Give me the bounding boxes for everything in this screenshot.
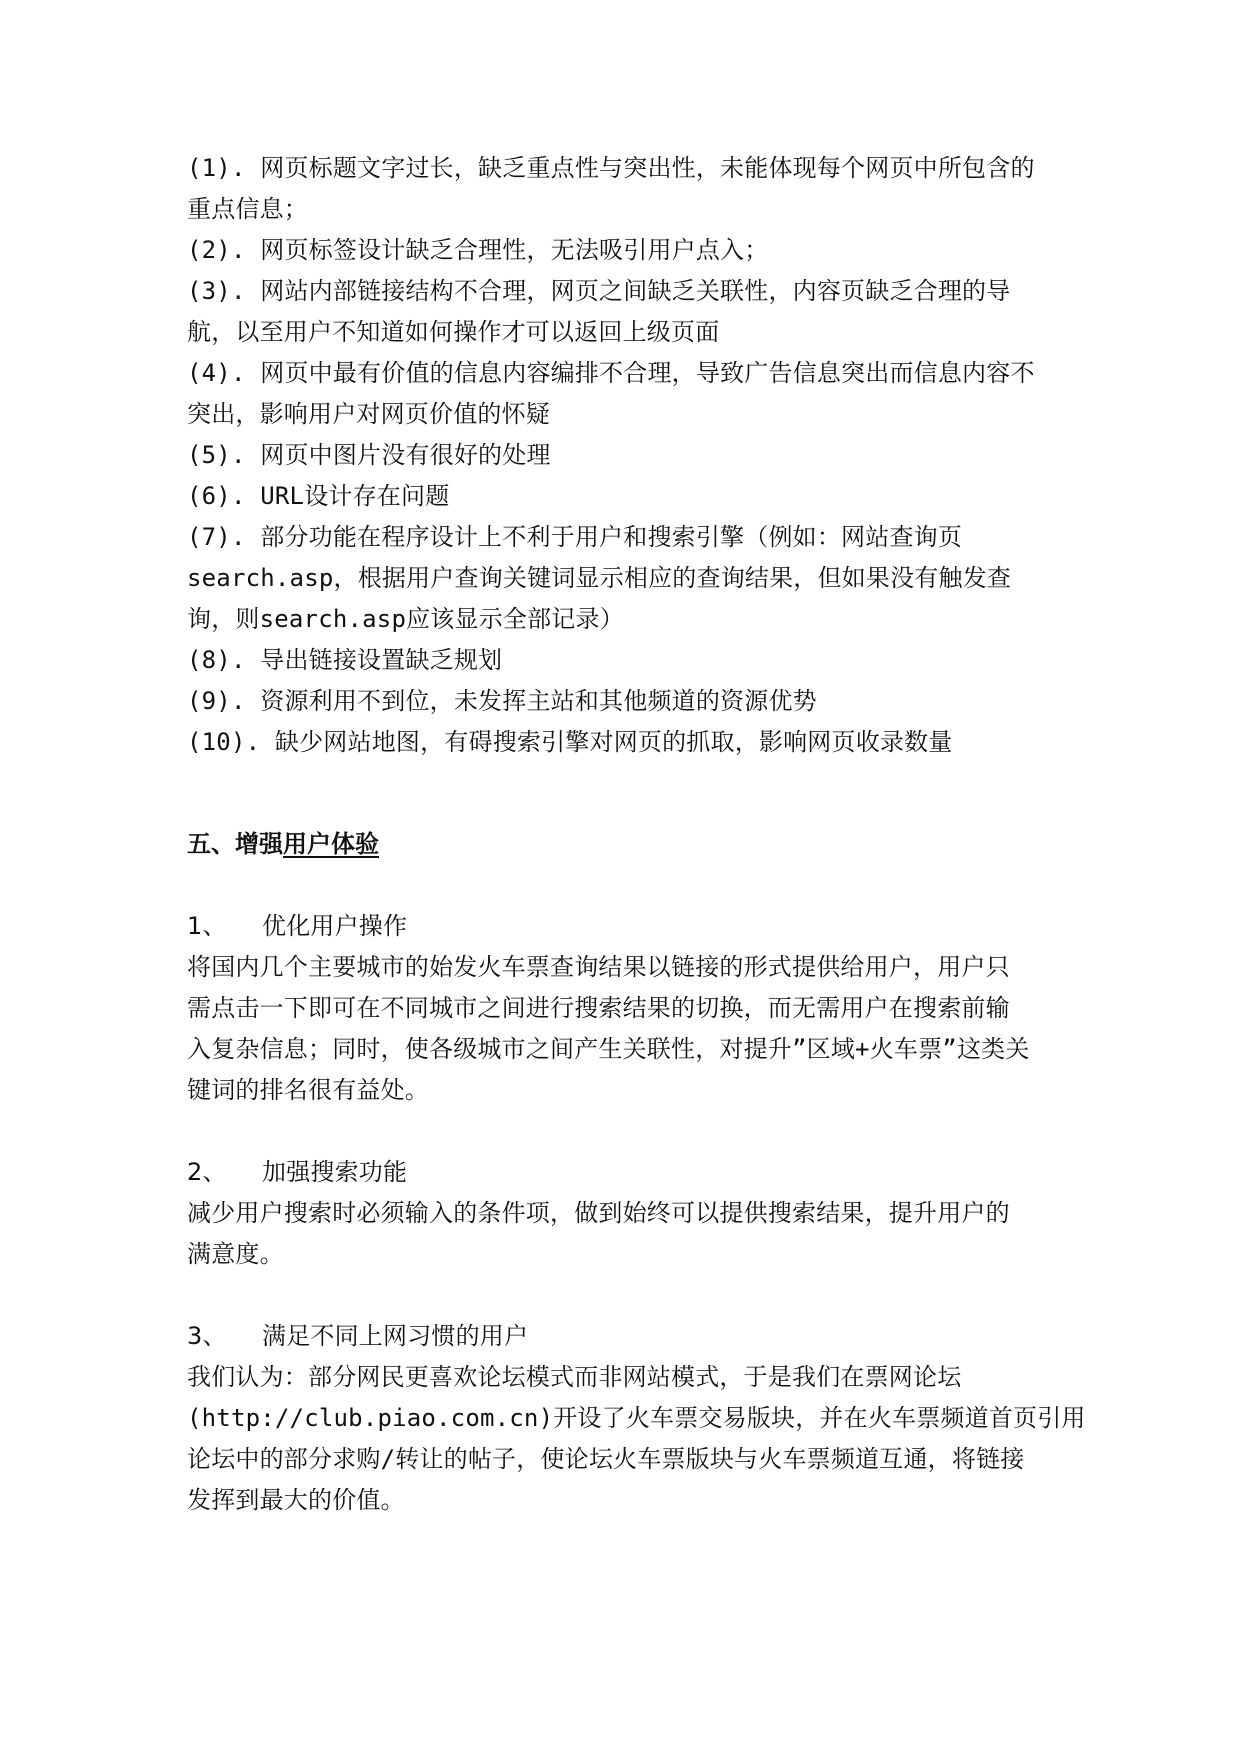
- spacer: [187, 865, 1057, 906]
- document-page: [187, 148, 1086, 1521]
- list-line: 航，以至用户不知道如何操作才可以返回上级页面: [187, 318, 720, 346]
- paragraph-line: 将国内几个主要城市的始发火车票查询结果以链接的形式提供给用户，用户只: [187, 953, 1010, 981]
- list-item-3: [187, 271, 1057, 353]
- list-item-2: [187, 230, 1057, 271]
- list-line: 突出，影响用户对网页价值的怀疑: [187, 400, 550, 428]
- list-item-6: [187, 476, 1057, 517]
- list-line: 重点信息；: [187, 195, 308, 223]
- heading-underlined: 用户体验: [283, 830, 379, 858]
- paragraph-line: 满意度。: [187, 1240, 284, 1268]
- paragraph-line: 键词的排名很有益处。: [187, 1076, 429, 1104]
- list-line: (8). 导出链接设置缺乏规划: [187, 646, 503, 674]
- subsection-2: [187, 1152, 1057, 1275]
- subsection-1: [187, 906, 1057, 1111]
- list-line: (4). 网页中最有价值的信息内容编排不合理，导致广告信息突出而信息内容不: [187, 359, 1035, 387]
- paragraph-line: 减少用户搜索时必须输入的条件项，做到始终可以提供搜索结果，提升用户的: [187, 1199, 1010, 1227]
- paragraph-line: 需点击一下即可在不同城市之间进行搜索结果的切换，而无需用户在搜索前输: [187, 994, 1010, 1022]
- paragraph-line: 论坛中的部分求购/转让的帖子，使论坛火车票版块与火车票频道互通，将链接: [187, 1445, 1025, 1473]
- list-line: search.asp，根据用户查询关键词显示相应的查询结果，但如果没有触发查: [187, 564, 1012, 592]
- list-item-9: [187, 681, 1057, 722]
- subsection-title: [187, 906, 1057, 947]
- paragraph-line: (http://club.piao.com.cn)开设了火车票交易版块，并在火车票频道首页引用: [187, 1404, 1086, 1432]
- subsection-title-text: 优化用户操作: [262, 912, 408, 940]
- spacer: [187, 1111, 1057, 1152]
- paragraph-line: 入复杂信息；同时，使各级城市之间产生关联性，对提升”区域+火车票”这类关: [187, 1035, 1030, 1063]
- list-line: (3). 网站内部链接结构不合理，网页之间缺乏关联性，内容页缺乏合理的导: [187, 277, 1011, 305]
- subsection-number: 2、: [187, 1158, 227, 1186]
- list-line: (2). 网页标签设计缺乏合理性，无法吸引用户点入；: [187, 236, 769, 264]
- paragraph-line: 发挥到最大的价值。: [187, 1486, 405, 1514]
- subsection-number: 3、: [187, 1322, 227, 1350]
- subsection-title: [187, 1152, 1057, 1193]
- list-item-4: [187, 353, 1057, 435]
- list-line: (7). 部分功能在程序设计上不利于用户和搜索引擎（例如：网站查询页: [187, 523, 963, 551]
- list-item-7: [187, 517, 1057, 640]
- subsection-number: 1、: [187, 912, 227, 940]
- paragraph-line: 我们认为：部分网民更喜欢论坛模式而非网站模式，于是我们在票网论坛: [187, 1363, 962, 1391]
- list-item-1: [187, 148, 1057, 230]
- heading-prefix: 五、增强: [187, 830, 283, 858]
- spacer: [187, 1275, 1057, 1316]
- list-item-10: [187, 722, 1057, 763]
- list-line: (6). URL设计存在问题: [187, 482, 450, 510]
- list-line: (1). 网页标题文字过长，缺乏重点性与突出性，未能体现每个网页中所包含的: [187, 154, 1035, 182]
- list-line: (9). 资源利用不到位，未发挥主站和其他频道的资源优势: [187, 687, 817, 715]
- subsection-title: [187, 1316, 1057, 1357]
- section-heading: [187, 824, 1057, 865]
- spacer: [187, 804, 1057, 824]
- subsection-title-text: 加强搜索功能: [262, 1158, 408, 1186]
- spacer: [187, 763, 1057, 804]
- list-line: (10). 缺少网站地图，有碍搜索引擎对网页的抓取，影响网页收录数量: [187, 728, 953, 756]
- list-line: 询，则search.asp应该显示全部记录）: [187, 605, 624, 633]
- list-line: (5). 网页中图片没有很好的处理: [187, 441, 551, 469]
- list-item-5: [187, 435, 1057, 476]
- list-item-8: [187, 640, 1057, 681]
- subsection-3: [187, 1316, 1086, 1521]
- problem-list: [187, 148, 1057, 763]
- subsection-title-text: 满足不同上网习惯的用户: [262, 1322, 529, 1350]
